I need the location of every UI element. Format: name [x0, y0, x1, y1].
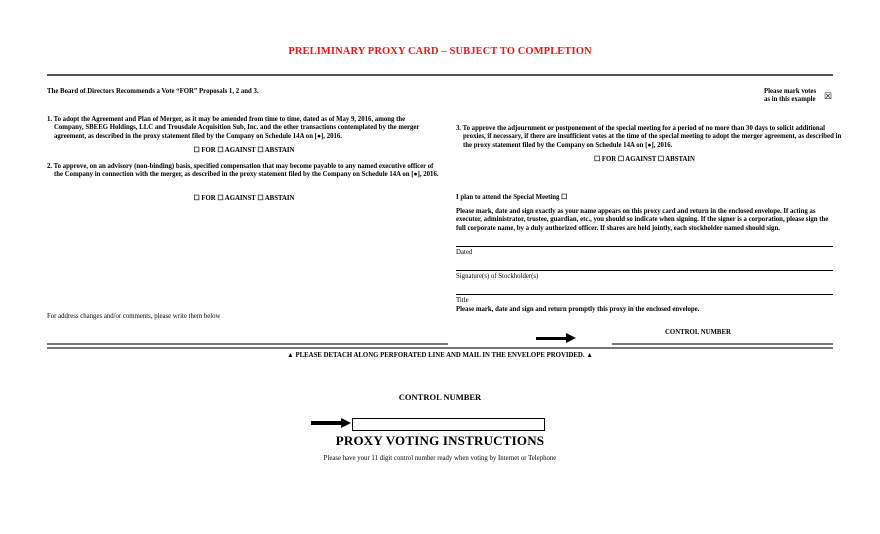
proposal-2-options[interactable]: ☐ FOR ☐ AGAINST ☐ ABSTAIN [193, 195, 295, 202]
proposal-1-options[interactable]: ☐ FOR ☐ AGAINST ☐ ABSTAIN [193, 147, 295, 154]
arrow-icon-body [536, 337, 566, 340]
voting-control-number-label: CONTROL NUMBER [398, 392, 482, 402]
address-note: For address changes and/or comments, please write them below [47, 313, 221, 320]
perforation-line-right-2 [448, 347, 833, 349]
signature-line[interactable] [456, 270, 833, 271]
arrow-right-icon [566, 333, 576, 343]
board-recommendation: The Board of Directors Recommends a Vote “FOR” Proposals 1, 2 and 3. [47, 88, 259, 95]
dated-label: Dated [456, 249, 473, 256]
perforation-line-left-2 [47, 347, 448, 349]
detach-note: ▲ PLEASE DETACH ALONG PERFORATED LINE AND MAIL IN THE ENVELOPE PROVIDED. ▲ [287, 352, 593, 359]
sign-instructions: Please mark, date and sign exactly as your name appears on this proxy card and return in the enclosed envelope. If acting as executor, administrator, trustee, guardian, etc., you should so indicate when signing. If the signer is a corporation, please sign the full corporate name, by a duly authorized officer. If shares are held jointly, each stockholder named should sign. [456, 208, 829, 232]
checked-box-icon: ☒ [824, 91, 833, 101]
control-number-label: CONTROL NUMBER [665, 329, 731, 336]
signature-label: Signature(s) of Stockholder(s) [456, 273, 539, 280]
control-number-box[interactable] [352, 418, 545, 431]
proposal-1-text: 1. To adopt the Agreement and Plan of Merger, as it may be amended from time to time, dated as of May 9, 2016, among the Company, SBEEG Holdings, LLC and Trousdale Acquisition Sub, Inc. and the other transactions contemplated by the merger agreement, as described in the proxy statement filed by the Company on Schedule 14A on [●], 2016. [47, 116, 420, 140]
proposal-3-text: 3. To approve the adjournment or postponement of the special meeting for a period of no more than 30 days to solicit additional proxies, if necessary, if there are insufficient votes at the time of the special meeting to adopt the merger agreement, as described in the proxy statement filed by the Company on Schedule 14A on [●], 2016. [456, 125, 842, 149]
perforation-line-left-1 [47, 343, 448, 345]
dated-line[interactable] [456, 246, 833, 247]
attend-meeting-checkbox[interactable]: I plan to attend the Special Meeting ☐ [456, 194, 568, 201]
arrow-icon-body-2 [311, 421, 341, 425]
title-line[interactable] [456, 294, 833, 295]
return-note: Please mark, date and sign and return promptly this proxy in the enclosed envelope. [456, 306, 700, 313]
proposal-3-options[interactable]: ☐ FOR ☐ AGAINST ☐ ABSTAIN [594, 156, 695, 163]
proposal-2-text: 2. To approve, on an advisory (non-binding) basis, specified compensation that may become payable to any named executive officer of the Company in connection with the merger, as described in the proxy statement filed by the Company on Schedule 14A on [●], 2016. [47, 163, 439, 179]
voting-instructions-title: PROXY VOTING INSTRUCTIONS [335, 433, 545, 448]
title-label: Title [456, 297, 469, 304]
page-title: PRELIMINARY PROXY CARD – SUBJECT TO COMPLETION [288, 46, 592, 57]
mark-example-line2: as in this example [764, 96, 816, 104]
perforation-line-right-1 [612, 343, 833, 345]
top-divider [47, 74, 833, 76]
mark-example-line1: Please mark votes [764, 88, 817, 95]
arrow-right-icon-2 [341, 418, 351, 428]
mark-example-label [764, 88, 816, 105]
voting-instructions-subtitle: Please have your 11 digit control number ready when voting by Internet or Telephone [323, 455, 557, 462]
